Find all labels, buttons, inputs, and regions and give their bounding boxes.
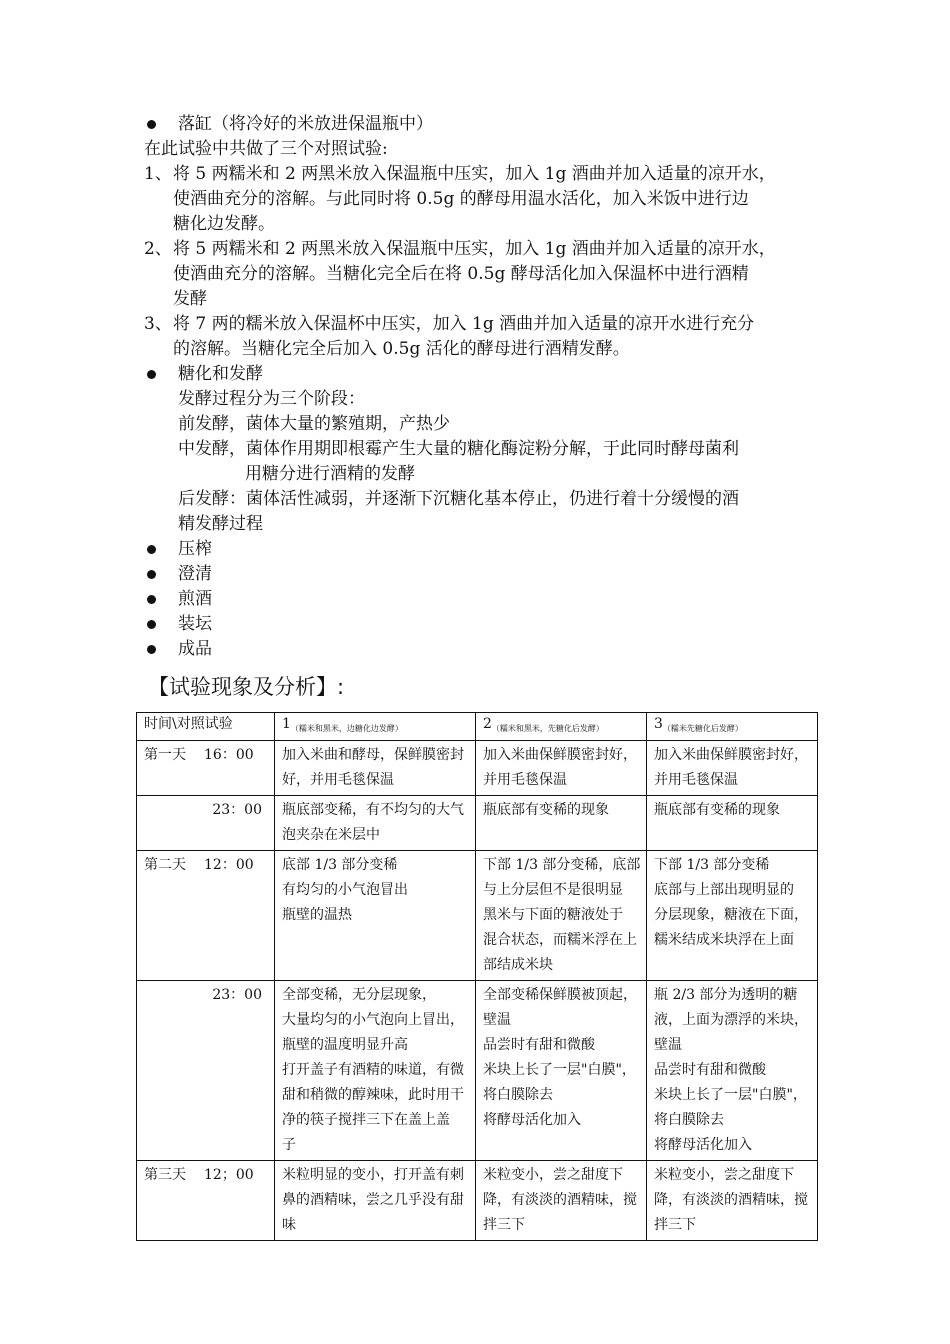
cell-line: 大量均匀的小气泡向上冒出， bbox=[282, 1012, 464, 1028]
cell-line: 降，有淡淡的酒精味，搅 bbox=[654, 1192, 808, 1208]
table-row bbox=[137, 741, 818, 796]
fermentation-intro: 发酵过程分为三个阶段： bbox=[178, 389, 365, 409]
time-cell bbox=[137, 981, 275, 1161]
bullet-icon bbox=[147, 370, 156, 379]
observation-cell bbox=[275, 1161, 476, 1241]
cell-line: 拌三下 bbox=[654, 1217, 696, 1233]
cell-line: 米粒变小，尝之甜度下 bbox=[654, 1167, 794, 1183]
observation-cell bbox=[476, 741, 647, 796]
item-text-line: 糖化边发酵。 bbox=[173, 214, 275, 234]
item-text-line: 使酒曲充分的溶解。与此同时将 0.5g 的酵母用温水活化，加入米饭中进行边 bbox=[173, 189, 749, 209]
observation-cell bbox=[647, 851, 818, 981]
item-text-line: 使酒曲充分的溶解。当糖化完全后在将 0.5g 酵母活化加入保温杯中进行酒精 bbox=[173, 264, 749, 284]
cell-line: 品尝时有甜和微酸 bbox=[483, 1037, 595, 1053]
cell-line: 并用毛毯保温 bbox=[654, 772, 738, 788]
item-text-line: 将 5 两糯米和 2 两黑米放入保温瓶中压实，加入 1g 酒曲并加入适量的凉开水， bbox=[173, 164, 776, 184]
cell-line: 甜和稍微的醇辣味，此时用干 bbox=[282, 1087, 464, 1103]
header-col-number: 3 bbox=[654, 716, 663, 732]
experiment-table bbox=[136, 712, 818, 1241]
time-label: 16：00 bbox=[204, 747, 254, 763]
table-row bbox=[137, 981, 818, 1161]
cell-line: 下部 1/3 部分变稀 bbox=[654, 857, 770, 873]
section-heading: 【试验现象及分析】: bbox=[148, 675, 345, 699]
stage-text-line: 精发酵过程 bbox=[178, 514, 263, 534]
cell-line: 加入米曲保鲜膜密封好， bbox=[483, 747, 637, 763]
bullet-icon bbox=[147, 595, 156, 604]
header-col-number: 1 bbox=[282, 716, 291, 732]
cell-line: 好，并用毛毯保温 bbox=[282, 772, 394, 788]
cell-line: 混合状态，而糯米浮在上 bbox=[483, 932, 637, 948]
time-cell bbox=[137, 741, 275, 796]
step-item: 成品 bbox=[178, 639, 212, 659]
observation-cell bbox=[647, 796, 818, 851]
cell-line: 瓶壁的温热 bbox=[282, 907, 352, 923]
cell-line: 下部 1/3 部分变稀，底部 bbox=[483, 857, 641, 873]
cell-line: 黑米与下面的糖液处于 bbox=[483, 907, 623, 923]
observation-cell bbox=[476, 796, 647, 851]
cell-line: 米块上长了一层"白膜"， bbox=[483, 1062, 636, 1078]
cell-line: 鼻的酒精味，尝之几乎没有甜 bbox=[282, 1192, 464, 1208]
cell-line: 瓶底部有变稀的现象 bbox=[483, 802, 609, 818]
cell-line: 加入米曲和酵母，保鲜膜密封 bbox=[282, 747, 464, 763]
item-text-line: 的溶解。当糖化完全后加入 0.5g 活化的酵母进行酒精发酵。 bbox=[173, 339, 630, 359]
experiment-intro: 在此试验中共做了三个对照试验: bbox=[144, 139, 388, 159]
cell-line: 降，有淡淡的酒精味，搅 bbox=[483, 1192, 637, 1208]
bullet-icon bbox=[147, 620, 156, 629]
item-text-line: 将 5 两糯米和 2 两黑米放入保温瓶中压实，加入 1g 酒曲并加入适量的凉开水， bbox=[173, 239, 776, 259]
bullet-icon bbox=[147, 120, 156, 129]
item-number: 2、 bbox=[144, 239, 172, 259]
cell-line: 米粒变小，尝之甜度下 bbox=[483, 1167, 623, 1183]
cell-line: 瓶底部有变稀的现象 bbox=[654, 802, 780, 818]
header-time-label: 时间\对照试验 bbox=[137, 713, 275, 741]
bullet-title-fermentation: 糖化和发酵 bbox=[178, 364, 263, 384]
cell-line: 品尝时有甜和微酸 bbox=[654, 1062, 766, 1078]
time-cell bbox=[137, 796, 275, 851]
cell-line: 与上分层但不是很明显 bbox=[483, 882, 623, 898]
cell-line: 液，上面为漂浮的米块， bbox=[654, 1012, 808, 1028]
observation-cell bbox=[275, 851, 476, 981]
bullet-icon bbox=[147, 570, 156, 579]
time-label: 23：00 bbox=[212, 802, 262, 818]
cell-line: 将白膜除去 bbox=[654, 1112, 724, 1128]
bullet-icon bbox=[147, 645, 156, 654]
time-cell bbox=[137, 1161, 275, 1241]
cell-line: 加入米曲保鲜膜密封好， bbox=[654, 747, 808, 763]
cell-line: 瓶壁的温度明显升高 bbox=[282, 1037, 408, 1053]
cell-line: 全部变稀保鲜膜被顶起， bbox=[483, 987, 637, 1003]
observation-cell bbox=[275, 981, 476, 1161]
cell-line: 分层现象，糖液在下面， bbox=[654, 907, 808, 923]
cell-line: 味 bbox=[282, 1217, 296, 1233]
stage-text-line: 后发酵：菌体活性减弱，并逐渐下沉糖化基本停止，仍进行着十分缓慢的酒 bbox=[178, 489, 739, 509]
table-header-row bbox=[137, 713, 818, 741]
table-row bbox=[137, 796, 818, 851]
time-label: 12；00 bbox=[204, 1167, 254, 1183]
cell-line: 底部与上部出现明显的 bbox=[654, 882, 794, 898]
stage-text-line: 中发酵，菌体作用期即根霉产生大量的糖化酶淀粉分解，于此同时酵母菌利 bbox=[178, 439, 739, 459]
day-label: 第二天 bbox=[144, 857, 186, 873]
bullet-icon bbox=[147, 545, 156, 554]
item-text-line: 发酵 bbox=[173, 289, 207, 309]
header-col-1 bbox=[275, 713, 476, 741]
cell-line: 底部 1/3 部分变稀 bbox=[282, 857, 398, 873]
observation-cell bbox=[476, 1161, 647, 1241]
item-text-line: 将 7 两的糯米放入保温杯中压实，加入 1g 酒曲并加入适量的凉开水进行充分 bbox=[173, 314, 755, 334]
stage-text-line: 用糖分进行酒精的发酵 bbox=[245, 464, 415, 484]
header-col-note: （糯米和黑米，先糖化后发酵） bbox=[491, 724, 604, 733]
observation-cell bbox=[275, 741, 476, 796]
day-label: 第三天 bbox=[144, 1167, 186, 1183]
stage-text-line: 前发酵，菌体大量的繁殖期，产热少 bbox=[178, 414, 450, 434]
step-item: 压榨 bbox=[178, 539, 212, 559]
item-number: 3、 bbox=[144, 314, 172, 334]
step-item: 澄清 bbox=[178, 564, 212, 584]
cell-line: 净的筷子搅拌三下在盖上盖 bbox=[282, 1112, 450, 1128]
table-row bbox=[137, 1161, 818, 1241]
header-col-note: （糯米和黑米，边糖化边发酵） bbox=[290, 724, 403, 733]
cell-line: 米粒明显的变小，打开盖有刺 bbox=[282, 1167, 464, 1183]
header-col-2 bbox=[476, 713, 647, 741]
table-row bbox=[137, 851, 818, 981]
cell-line: 将酵母活化加入 bbox=[483, 1112, 581, 1128]
cell-line: 瓶底部变稀，有不均匀的大气 bbox=[282, 802, 464, 818]
cell-line: 米块上长了一层"白膜"， bbox=[654, 1087, 807, 1103]
step-item: 煎酒 bbox=[178, 589, 212, 609]
time-cell bbox=[137, 851, 275, 981]
observation-cell bbox=[275, 796, 476, 851]
observation-cell bbox=[476, 851, 647, 981]
cell-line: 有均匀的小气泡冒出 bbox=[282, 882, 408, 898]
header-col-number: 2 bbox=[483, 716, 492, 732]
cell-line: 糯米结成米块浮在上面 bbox=[654, 932, 794, 948]
cell-line: 全部变稀，无分层现象， bbox=[282, 987, 436, 1003]
cell-line: 瓶 2/3 部分为透明的糖 bbox=[654, 987, 798, 1003]
cell-line: 将酵母活化加入 bbox=[654, 1137, 752, 1153]
cell-line: 壁温 bbox=[654, 1037, 682, 1053]
cell-line: 部结成米块 bbox=[483, 957, 553, 973]
item-number: 1、 bbox=[144, 164, 172, 184]
cell-line: 壁温 bbox=[483, 1012, 511, 1028]
time-label: 23：00 bbox=[212, 987, 262, 1003]
cell-line: 将白膜除去 bbox=[483, 1087, 553, 1103]
cell-line: 打开盖子有酒精的味道，有微 bbox=[282, 1062, 464, 1078]
step-item: 装坛 bbox=[178, 614, 212, 634]
cell-line: 泡夹杂在米层中 bbox=[282, 827, 380, 843]
cell-line: 子 bbox=[282, 1137, 296, 1153]
observation-cell bbox=[647, 741, 818, 796]
header-col-note: （糯米先糖化后发酵） bbox=[662, 724, 743, 733]
observation-cell bbox=[647, 981, 818, 1161]
time-label: 12：00 bbox=[204, 857, 254, 873]
day-label: 第一天 bbox=[144, 747, 186, 763]
observation-cell bbox=[476, 981, 647, 1161]
cell-line: 并用毛毯保温 bbox=[483, 772, 567, 788]
cell-line: 拌三下 bbox=[483, 1217, 525, 1233]
bullet-title-luogang: 落缸（将冷好的米放进保温瓶中） bbox=[178, 114, 433, 134]
observation-cell bbox=[647, 1161, 818, 1241]
header-col-3 bbox=[647, 713, 818, 741]
